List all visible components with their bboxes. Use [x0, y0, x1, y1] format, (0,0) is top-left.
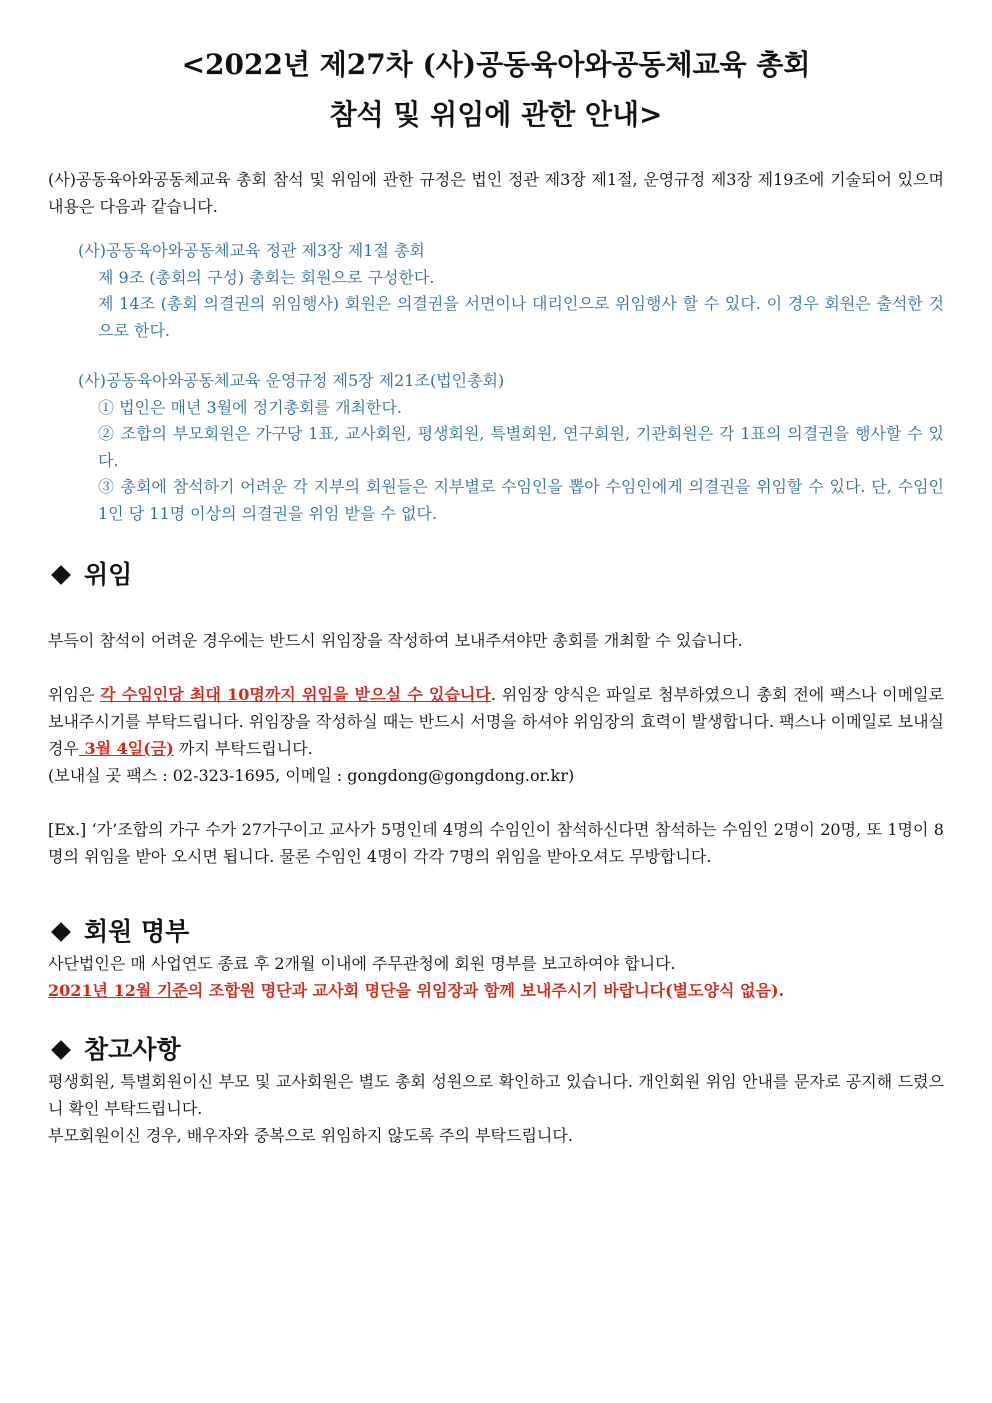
title-line-2: 참석 및 위임에 관한 안내>: [329, 98, 663, 131]
title-line-1: <2022년 제27차 (사)공동육아와공동체교육 총회: [181, 48, 811, 81]
section-heading-text: 회원 명부: [84, 917, 190, 946]
diamond-bullet-icon: [51, 565, 71, 585]
delegation-text: 까지 부탁드립니다.: [173, 739, 313, 758]
delegation-limit-highlight: 각 수임인당 최대 10명까지 위임을 받으실 수 있습니다: [100, 685, 491, 704]
roster-paragraph-1: 사단법인은 매 사업연도 종료 후 2개월 이내에 주무관청에 회원 명부를 보고하여야 합니다.: [48, 954, 676, 973]
title-block: [48, 40, 944, 140]
article-item: 제 14조 (총회 의결권의 위임행사) 회원은 의결권을 서면이나 대리인으로 위임행사 할 수 있다. 이 경우 회원은 출석한 것으로 한다.: [98, 294, 944, 340]
intro-paragraph: (사)공동육아와공동체교육 총회 참석 및 위임에 관한 규정은 법인 정관 제3장 제1절, 운영규정 제3장 제19조에 기술되어 있으며 내용은 다음과 같습니다.: [48, 170, 944, 216]
rules-heading: (사)공동육아와공동체교육 운영규정 제5장 제21조(법인총회): [78, 371, 505, 390]
delegation-text: 위임은: [48, 685, 101, 704]
articles-block: [78, 238, 944, 344]
roster-paragraph-2: [48, 977, 944, 1004]
diamond-bullet-icon: [51, 1040, 71, 1060]
delegation-paragraph-2: [48, 681, 944, 762]
delegation-contact: (보내실 곳 팩스 : 02-323-1695, 이메일 : gongdong@gongdong.or.kr): [48, 766, 575, 785]
rule-item: ② 조합의 부모회원은 가구당 1표, 교사회원, 평생회원, 특별회원, 연구회원, 기관회원은 각 1표의 의결권을 행사할 수 있다.: [98, 424, 944, 470]
delegation-paragraph-1: 부득이 참석이 어려운 경우에는 반드시 위임장을 작성하여 보내주셔야만 총회를 개최할 수 있습니다.: [48, 631, 743, 650]
delegation-text: . 위임장 양식은 파일로 첨부하였으니 총회 전에 팩스나 이메일로 보내주시기를 부탁드립니다. 위임장을 작성하실 때는 반드시 서명을 하셔야 위임장의 효력이 발생합니다. 팩스나 이메일로 보내실 경우: [48, 685, 944, 758]
articles-heading: (사)공동육아와공동체교육 정관 제3장 제1절 총회: [78, 241, 425, 260]
notes-paragraph-1: 평생회원, 특별회원이신 부모 및 교사회원은 별도 총회 성원으로 확인하고 있습니다. 개인회원 위임 안내를 문자로 공지해 드렸으니 확인 부탁드립니다.: [48, 1072, 944, 1118]
rule-item: ③ 총회에 참석하기 어려운 각 지부의 회원들은 지부별로 수임인을 뽑아 수임인에게 의결권을 위임할 수 있다. 단, 수임인 1인 당 11명 이상의 의결권을 위임 받을 수 없다.: [98, 477, 944, 523]
diamond-bullet-icon: [51, 922, 71, 942]
roster-request-highlight: 의 조합원 명단과 교사회 명단을 위임장과 함께 보내주시기 바랍니다(별도양식 없음).: [187, 981, 785, 1000]
rule-item: ① 법인은 매년 3월에 정기총회를 개최한다.: [98, 397, 402, 417]
section-heading-text: 참고사항: [84, 1035, 181, 1064]
section-heading-text: 위임: [84, 560, 133, 589]
section-heading-delegation: [48, 557, 944, 593]
delegation-example: [Ex.] ‘가’조합의 가구 수가 27가구이고 교사가 5명인데 4명의 수임인이 참석하신다면 참석하는 수임인 2명이 20명, 또 1명이 8명의 위임을 받아 오시면 됩니다. 물론 수임인 4명이 각각 7명의 위임을 받아오셔도 무방합니다.: [48, 820, 944, 866]
section-heading-roster: [48, 914, 944, 950]
rules-block: [78, 368, 944, 527]
notes-paragraph-2: 부모회원이신 경우, 배우자와 중복으로 위임하지 않도록 주의 부탁드립니다.: [48, 1126, 573, 1145]
roster-date-highlight: 2021년 12월 기준: [48, 981, 188, 1000]
section-heading-notes: [48, 1032, 944, 1068]
deadline-date: 3월 4일(금): [78, 739, 174, 758]
article-item: 제 9조 (총회의 구성) 총회는 회원으로 구성한다.: [98, 267, 435, 287]
